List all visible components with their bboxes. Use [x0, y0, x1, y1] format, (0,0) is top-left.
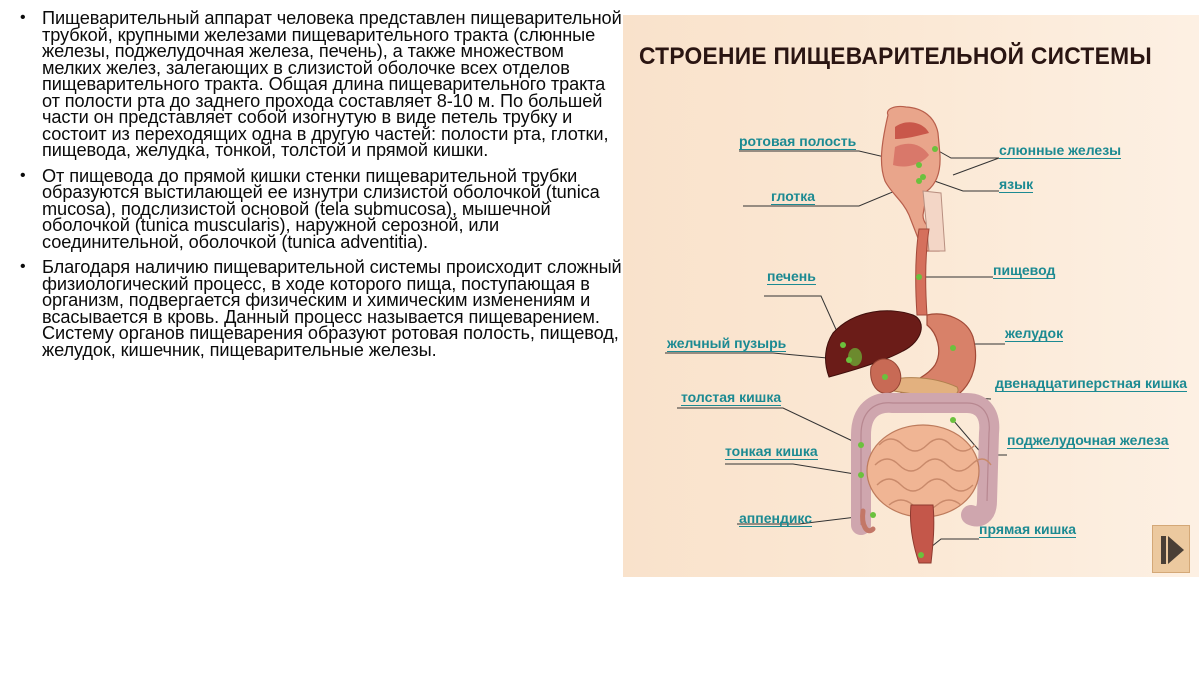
label-duodenum: двенадцатиперстная кишка — [995, 375, 1188, 391]
label-tongue: язык — [999, 176, 1034, 192]
label-appendix: аппендикс — [739, 510, 813, 526]
bullet-marker: • — [20, 9, 26, 26]
bullet-item-3 — [18, 259, 623, 358]
bullet-text: От пищевода до прямой кишки стенки пищеварительной трубки образуются выстилающей ее изнутри слизистой оболочкой (tunica mucosa), подслизистой основой (tela submucosa), мышечной оболочкой (tunica muscularis), наружной серозной, или соединительной, оболочкой (tunica adventitia). — [42, 165, 600, 252]
play-next-icon — [1161, 536, 1166, 564]
bullet-text-column — [18, 10, 623, 367]
label-large-intestine: толстая кишка — [681, 389, 782, 405]
bullet-item-2 — [18, 165, 623, 252]
digestive-system-diagram — [623, 15, 1199, 577]
label-oral-cavity: ротовая полость — [739, 133, 857, 149]
diagram-title: СТРОЕНИЕ ПИЩЕВАРИТЕЛЬНОЙ СИСТЕМЫ — [639, 43, 1152, 70]
bullet-item-1 — [18, 10, 623, 159]
label-stomach: желудок — [1005, 325, 1064, 341]
bullet-marker: • — [20, 258, 26, 275]
bullet-text: Пищеварительный аппарат человека представлен пищеварительной трубкой, крупными железами пищеварительного тракта (слюнные железы, поджелудочная железа, печень), а также множеством мелких желез, залегающих в слизистой оболочке всех отделов пищеварительного тракта. Общая длина пищеварительного тракта от полости рта до заднего прохода составляет 8-10 м. По большей части он представляет собой изогнутую в виде петель трубку и состоит из переходящих одна в другую частей: полости рта, глотки, пищевода, желудка, тонкой, толстой и прямой кишки. — [42, 8, 622, 160]
label-esophagus: пищевод — [993, 262, 1056, 278]
bullet-marker: • — [20, 166, 26, 184]
small-intestine-loops — [867, 425, 991, 517]
bullet-list — [18, 10, 623, 358]
label-salivary-glands: слюнные железы — [999, 142, 1122, 158]
label-pharynx: глотка — [771, 188, 816, 204]
label-small-intestine: тонкая кишка — [725, 443, 818, 459]
label-pancreas: поджелудочная железа — [1007, 432, 1169, 448]
label-gallbladder: желчный пузырь — [667, 335, 787, 351]
bullet-text: Благодаря наличию пищеварительной системы происходит сложный физиологический процесс, в ходе которого пища, поступающая в организм, подвергается физическим и химическим изменениям и всасывается в кровь. Данный процесс называется пищеварением. Систему органов пищеварения образуют ротовая полость, пищевод, желудок, кишечник, пищеварительные железы. — [42, 257, 622, 360]
digestive-anatomy-illustration — [623, 15, 1199, 577]
next-slide-button[interactable] — [1152, 525, 1190, 573]
label-rectum: прямая кишка — [979, 521, 1077, 537]
play-next-icon-triangle — [1168, 536, 1184, 564]
label-liver: печень — [767, 268, 816, 284]
